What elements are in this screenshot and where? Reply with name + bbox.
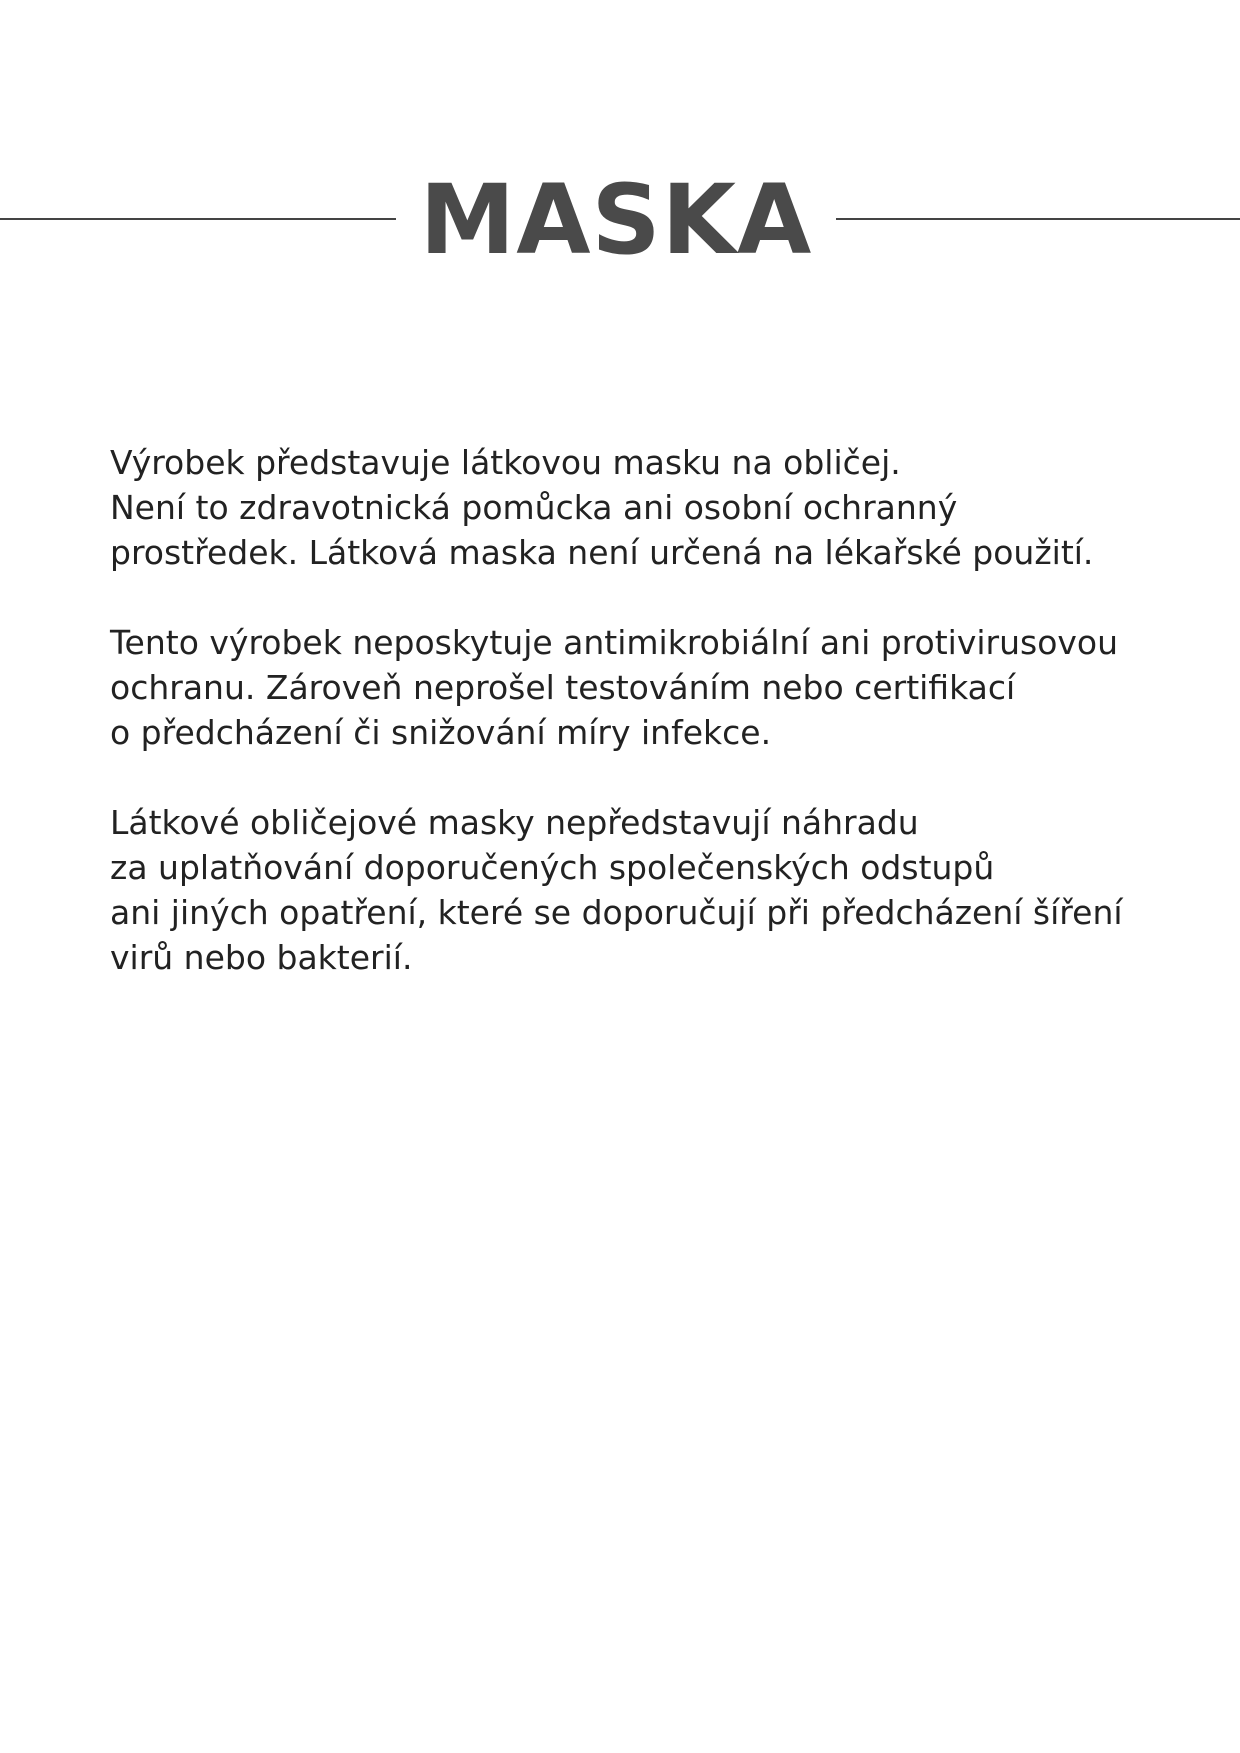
document-body <box>110 440 1190 1025</box>
paragraph-product-description <box>110 440 1190 575</box>
paragraph-line: Výrobek představuje látkovou masku na obličej. <box>110 443 901 482</box>
paragraph-line: Látkové obličejové masky nepředstavují náhradu <box>110 803 919 842</box>
paragraph-protection-disclaimer <box>110 620 1190 755</box>
paragraph-distancing-notice <box>110 800 1190 980</box>
paragraph-line: Tento výrobek neposkytuje antimikrobiální ani protivirusovou <box>110 623 1119 662</box>
title-divider-left <box>0 218 396 220</box>
paragraph-line: o předcházení či snižování míry infekce. <box>110 713 772 752</box>
paragraph-line: za uplatňování doporučených společenských odstupů <box>110 848 995 887</box>
title-divider-right <box>836 218 1240 220</box>
paragraph-line: ochranu. Zároveň neprošel testováním nebo certifikací <box>110 668 1016 707</box>
paragraph-line: prostředek. Látková maska není určená na lékařské použití. <box>110 533 1094 572</box>
paragraph-line: Není to zdravotnická pomůcka ani osobní ochranný <box>110 488 958 527</box>
paragraph-line: virů nebo bakterií. <box>110 938 413 977</box>
page-title: MASKA <box>419 164 813 276</box>
paragraph-line: ani jiných opatření, které se doporučují při předcházení šíření <box>110 893 1123 932</box>
